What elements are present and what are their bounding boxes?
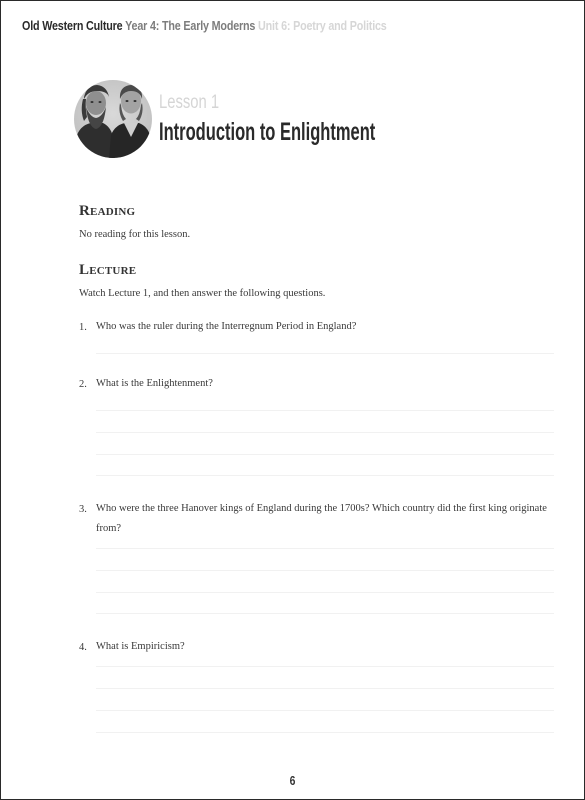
answer-line[interactable]: [96, 732, 554, 733]
question-text: Who were the three Hanover kings of England during the 1700s? Which country did the first king originate from?: [96, 503, 547, 534]
question-text: What is the Enlightenment?: [96, 378, 213, 389]
answer-line[interactable]: [96, 570, 554, 571]
lecture-instructions: Watch Lecture 1, and then answer the following questions.: [79, 288, 326, 299]
lesson-title: Introduction to Enlightment: [159, 118, 376, 146]
answer-line[interactable]: [96, 710, 554, 711]
answer-line[interactable]: [96, 454, 554, 455]
answer-line[interactable]: [96, 353, 554, 354]
answer-line[interactable]: [96, 475, 554, 476]
question-text: Who was the ruler during the Interregnum Period in England?: [96, 321, 357, 332]
answer-line[interactable]: [96, 688, 554, 689]
header-series-title: Old Western Culture: [22, 19, 123, 33]
answer-line[interactable]: [96, 613, 554, 614]
answer-line[interactable]: [96, 432, 554, 433]
question-text: What is Empiricism?: [96, 641, 185, 652]
lecture-heading: Lecture: [79, 262, 137, 278]
reading-text: No reading for this lesson.: [79, 229, 191, 240]
running-header: [22, 19, 387, 33]
question-number: 1.: [79, 322, 87, 333]
answer-line[interactable]: [96, 592, 554, 593]
question-number: 3.: [79, 504, 87, 515]
header-year-title: Year 4: The Early Moderns: [125, 19, 256, 33]
page-number: 6: [289, 773, 296, 788]
question-number: 2.: [79, 379, 87, 390]
lesson-portrait-image: [69, 77, 157, 159]
reading-heading: Reading: [79, 203, 136, 219]
lesson-number-label: Lesson 1: [159, 92, 220, 113]
question-number: 4.: [79, 642, 87, 653]
answer-line[interactable]: [96, 410, 554, 411]
header-unit-title: Unit 6: Poetry and Politics: [258, 19, 387, 33]
answer-line[interactable]: [96, 548, 554, 549]
answer-line[interactable]: [96, 666, 554, 667]
